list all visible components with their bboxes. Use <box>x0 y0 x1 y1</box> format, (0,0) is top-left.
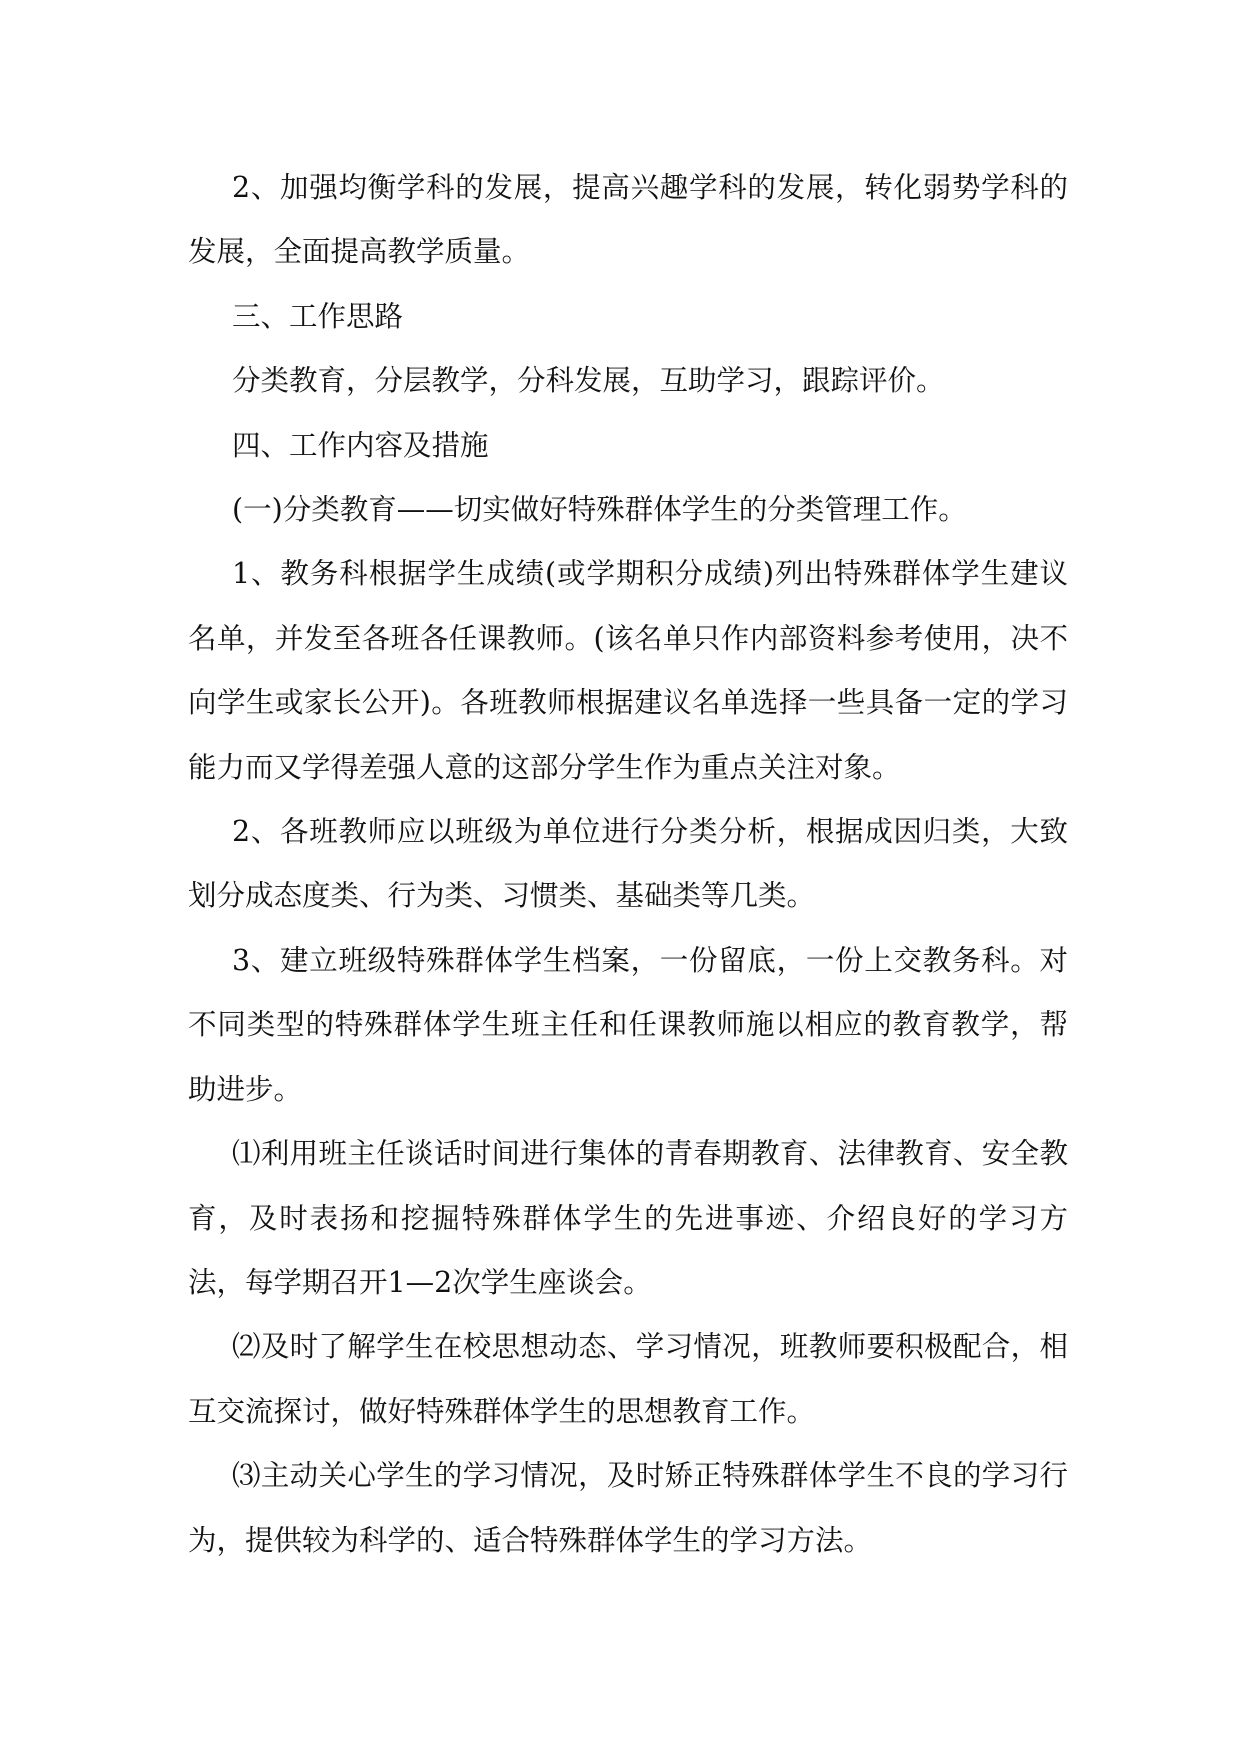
paragraph-subitem-2: ⑵及时了解学生在校思想动态、学习情况，班教师要积极配合，相互交流探讨，做好特殊群体学生的思想教育工作。 <box>188 1330 1068 1428</box>
heading-work-content: 四、工作内容及措施 <box>232 428 489 462</box>
paragraph-subitem-3: ⑶主动关心学生的学习情况，及时矫正特殊群体学生不良的学习行为，提供较为科学的、适合特殊群体学生的学习方法。 <box>188 1459 1068 1557</box>
document-body <box>188 156 1068 1573</box>
paragraph-item-2: 2、各班教师应以班级为单位进行分类分析，根据成因归类，大致划分成态度类、行为类、习惯类、基础类等几类。 <box>188 815 1068 913</box>
paragraph-subject-development: 2、加强均衡学科的发展，提高兴趣学科的发展，转化弱势学科的发展，全面提高教学质量。 <box>188 171 1068 269</box>
paragraph-work-approach: 分类教育，分层教学，分科发展，互助学习，跟踪评价。 <box>232 364 945 398</box>
paragraph-subitem-1: ⑴利用班主任谈话时间进行集体的青春期教育、法律教育、安全教育，及时表扬和挖掘特殊群体学生的先进事迹、介绍良好的学习方法，每学期召开1—2次学生座谈会。 <box>188 1137 1068 1299</box>
subheading-classified-education: (一)分类教育——切实做好特殊群体学生的分类管理工作。 <box>232 493 967 527</box>
heading-work-approach: 三、工作思路 <box>232 299 404 333</box>
paragraph-item-3: 3、建立班级特殊群体学生档案，一份留底，一份上交教务科。对不同类型的特殊群体学生班主任和任课教师施以相应的教育教学，帮助进步。 <box>188 943 1068 1106</box>
paragraph-item-1: 1、教务科根据学生成绩(或学期积分成绩)列出特殊群体学生建议名单，并发至各班各任课教师。(该名单只作内部资料参考使用，决不向学生或家长公开)。各班教师根据建议名单选择一些具备一定的学习能力而又学得差强人意的这部分学生作为重点关注对象。 <box>188 557 1068 784</box>
